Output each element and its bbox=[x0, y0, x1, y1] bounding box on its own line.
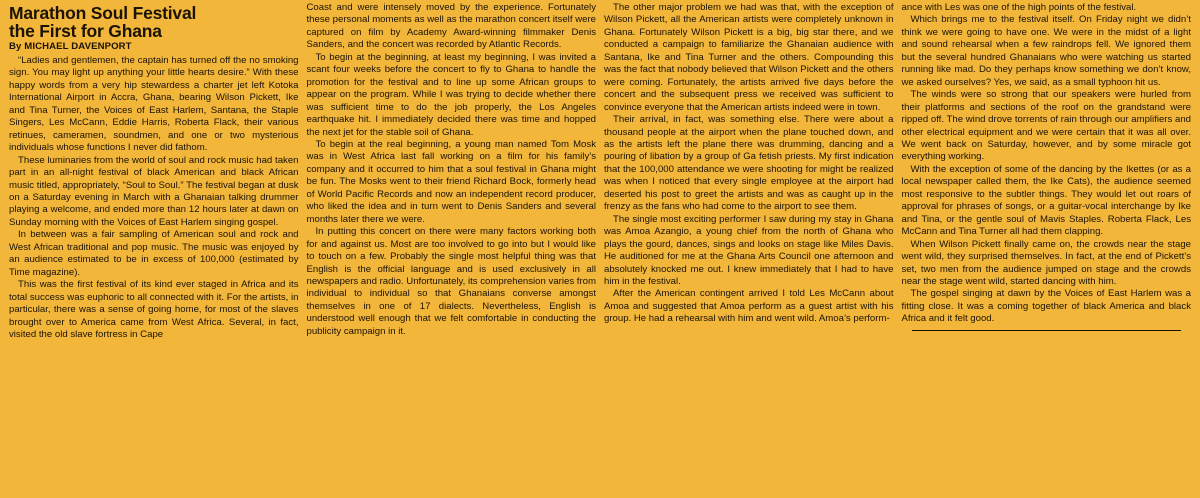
paragraph-continued: ance with Les was one of the high points of the festival. bbox=[901, 2, 1137, 13]
headline-line-1: Marathon Soul Festival bbox=[9, 3, 197, 23]
article-column-4 bbox=[899, 2, 1197, 498]
paragraph: Their arrival, in fact, was something else. There were about a thousand people at the airport when the plane touched down, and as the artists left the plane there was drumming, dancing and a pouring of libation by a group of Ga fetish priests. My first indication that the 100,000 attendance we were shooting for might be realized was when I noticed that every single employee at the airport had deserted his post to greet the artists and was as caught up in the frenzy as the fans who had come to the airport to see them. bbox=[604, 114, 894, 213]
paragraph: With the exception of some of the dancing by the Ikettes (or as a local newspaper called them, the Ike Cats), the audience seemed most responsive to the subtler things. They would let out roars of approval for phrases of songs, or a guitar-vocal interchange by Ike and Tina, or the gentle soul of Mavis Staples. Roberta Flack, Les McCann and Tina Turner all had them clapping. bbox=[901, 163, 1191, 238]
paragraph: “Ladies and gentlemen, the captain has turned off the no smoking sign. You may light up anything your little hearts desire.” With these happy words from a very hip stewardess a charter jet left Kotoka International Airport in Accra, Ghana, bearing Wilson Pickett, Ike and Tina Turner, the Voices of East Harlem, Santana, the Staple Singers, Les McCann, Eddie Harris, Roberta Flack, their various retinues, cameramen, soundmen, and one or two mysterious individuals whose functions I never did fathom. bbox=[9, 55, 299, 154]
article-column-1 bbox=[6, 2, 304, 498]
paragraph: When Wilson Pickett finally came on, the crowds near the stage went wild, they surprised themselves. In fact, at the end of Pickett’s set, two men from the audience jumped on stage and the crowds near the stage went wild, started dancing with him. bbox=[901, 238, 1191, 287]
headline-line-2: the First for Ghana bbox=[9, 21, 162, 41]
paragraph: In between was a fair sampling of American soul and rock and West African traditional and pop music. The music was enjoyed by an audience estimated to be in excess of 100,000 (estimated by Time magazine). bbox=[9, 229, 299, 278]
paragraph-continued: Coast and were intensely moved by the experience. Fortunately these personal moments as well as the marathon concert itself were captured on film by Academy Award-winning filmmaker Denis Sanders, and the concert was recorded by Atlantic Records. bbox=[306, 2, 596, 51]
byline: By MICHAEL DAVENPORT bbox=[9, 41, 132, 52]
headline bbox=[9, 4, 299, 40]
paragraph: Which brings me to the festival itself. On Friday night we didn’t think we were going to have one. We were in the midst of a light and sound rehearsal when a few raindrops fell. We ignored them but the several hundred Ghanaians who were watching us started running like mad. Do they perhaps know something we don’t know, we asked ourselves? Yes, we said, as a small typhoon hit us. bbox=[901, 14, 1191, 88]
paragraph: These luminaries from the world of soul and rock music had taken part in an all-night festival of black American and black African music titled, appropriately, “Soul to Soul.” The festival began at dusk on a Saturday evening in March with a Ghanaian talking drummer playing a welcome, and ended more than 12 hours later at dawn on Sunday morning with the Voices of East Harlem singing gospel. bbox=[9, 154, 299, 228]
paragraph: The gospel singing at dawn by the Voices of East Harlem was a fitting close. It was a coming together of black America and black Africa and it felt good. bbox=[901, 288, 1191, 325]
paragraph: To begin at the real beginning, a young man named Tom Mosk was in West Africa last fall working on a film for his family’s company and it occurred to him that a soul festival in Ghana might be fun. The Mosks went to their friend Richard Bock, formerly head of World Pacific Records and now an independent record producer, who liked the idea and in turn went to Denis Sanders and several months later there we were. bbox=[306, 138, 596, 225]
paragraph: After the American contingent arrived I told Les McCann about Amoa and suggested that Amoa perform as a guest artist with his group. He had a rehearsal with him and went wild. Amoa’s perform- bbox=[604, 288, 894, 325]
paragraph: To begin at the beginning, at least my beginning, I was invited a scant four weeks before the concert to fly to Ghana to handle the promotion for the festival and to line up some African groups to appear on the program. While I was trying to decide whether there was sufficient time to do the job properly, the Los Angeles earthquake hit. I immediately decided there was time and hopped the next jet for the stable soil of Ghana. bbox=[306, 51, 596, 138]
paragraph: The single most exciting performer I saw during my stay in Ghana was Amoa Azangio, a young chief from the north of Ghana who plays the gourd, dances, sings and looks on stage like Miles Davis. He auditioned for me at the Ghana Arts Council one afternoon and absolutely knocked me out. I knew immediately that I had to have him in the festival. bbox=[604, 213, 894, 287]
article-column-2 bbox=[304, 2, 602, 498]
end-of-article-rule bbox=[912, 330, 1182, 331]
paragraph: This was the first festival of its kind ever staged in Africa and its total success was euphoric to all connected with it. For the artists, in particular, there was a sense of going home, for most of the slaves brought over to America came from West Africa. Several, in fact, visited the old slave fortress in Cape bbox=[9, 279, 299, 340]
paragraph: The other major problem we had was that, with the exception of Wilson Pickett, all the American artists were completely unknown in Ghana. Fortunately Wilson Pickett is a big, big star there, and we conducted a campaign to familiarize the Ghanaian audience with Santana, Ike and Tina Turner and the others. Compounding this was the fact that nobody believed that Wilson Pickett and the others were coming. Fortunately, the artists arrived five days before the concert and the subsequent press we received was sufficient to convince everyone that the American artists indeed were in town. bbox=[604, 2, 894, 113]
article-column-3 bbox=[601, 2, 899, 498]
paragraph: The winds were so strong that our speakers were hurled from their platforms and sections of the roof on the grandstand were ripped off. The wind drove torrents of rain through our amplifiers and other electrical equipment and we were certain that it was all over. We went back on Saturday, however, and by some miracle got everything working. bbox=[901, 89, 1191, 163]
paragraph: In putting this concert on there were many factors working both for and against us. Most are too involved to go into but I would like to touch on a few. Probably the single most helpful thing was that English is the official language and is used exclusively in all newspapers and radio. Unfortunately, its comprehension varies from individual to individual so that Ghanaians converse amongst themselves in one of 17 dialects. Nevertheless, English is understood well enough that we felt comfortable in conducting the publicity campaign in it. bbox=[306, 226, 596, 337]
